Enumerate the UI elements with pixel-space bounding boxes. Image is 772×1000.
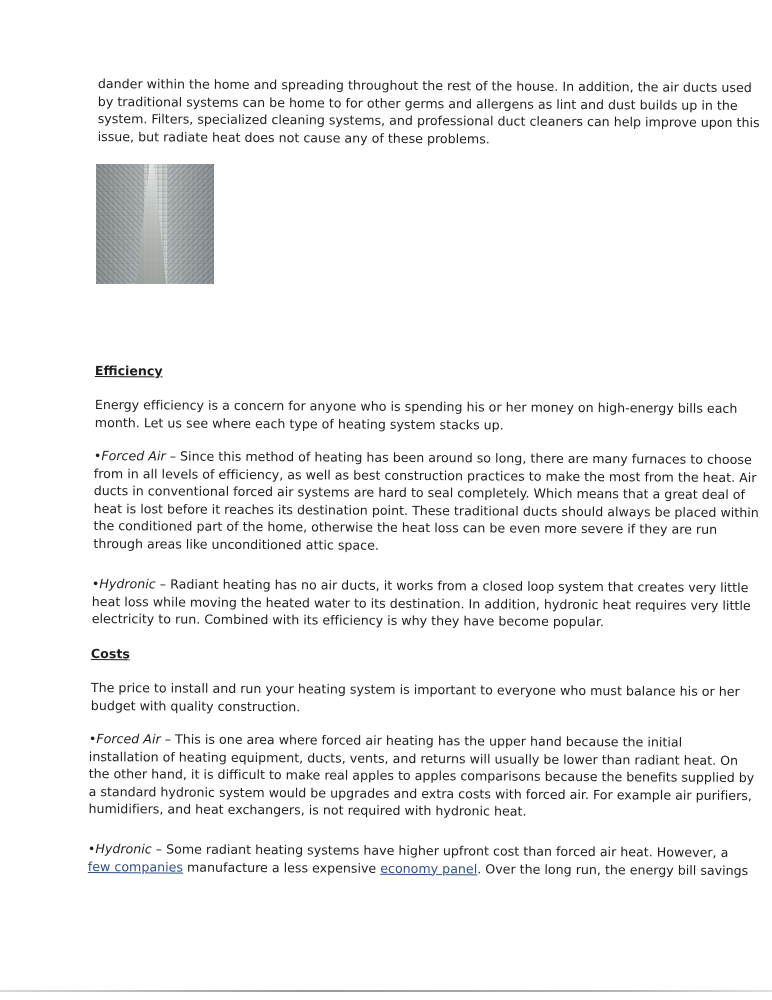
text-line: issue, but radiate heat does not cause any of these problems. [97,128,490,146]
page-bottom-edge [0,990,772,992]
text-line: electricity to run. Combined with its efficiency is why they have become popular. [91,610,605,630]
text-span: – Since this method of heating has been around so long, there are many furnaces to choose [165,448,752,468]
forced-air-label: Forced Air [96,731,161,747]
bullet: • [88,731,97,747]
efficiency-hydronic-paragraph [92,575,751,632]
text-span: – This is one area where forced air heating has the upper hand because the initial [160,731,683,750]
costs-intro-paragraph [91,679,740,718]
economy-panel-link[interactable]: economy panel [380,860,478,876]
text-line: month. Let us see where each type of heating system stacks up. [94,414,504,432]
hydronic-label: Hydronic [99,576,156,592]
text-line: the other hand, it is difficult to make real apples to apples comparisons because the benefits supplied by [88,765,755,786]
text-line: a standard hydronic system would be upgrades and extra costs with forced air. For example air purifiers, [88,783,752,803]
text-line: Energy efficiency is a concern for anyone who is spending his or her money on high-energy bills each [94,396,738,416]
text-line: budget with quality construction. [90,697,301,714]
text-line: heat is lost before it reaches its destination point. These traditional ducts should always be placed within [93,500,759,520]
costs-heading: Costs [90,646,130,662]
photo-left-wall [96,164,144,284]
text-span: – Some radiant heating systems have higher upfront cost than forced air heat. However, a [151,841,729,860]
efficiency-heading: Efficiency [94,363,163,379]
bullet: • [91,576,100,592]
text-line: by traditional systems can be home to for other germs and allergens as lint and dust builds up in the [97,93,738,113]
hydronic-label: Hydronic [95,841,152,857]
efficiency-forced-air-paragraph [93,447,759,556]
passage-photo [96,164,214,284]
text-line: heat loss while moving the heated water to its destination. In addition, hydronic heat requires very little [91,593,751,613]
intro-paragraph [98,75,760,149]
text-line: installation of heating equipment, ducts, vents, and returns will usually be lower than radiant heat. On [88,748,739,768]
text-line: the conditioned part of the home, otherwise the heat loss can be even more severe if they are run [93,517,718,537]
text-line: system. Filters, specialized cleaning systems, and professional duct cleaners can help improve upon this [97,110,760,131]
text-line: humidifiers, and heat exchangers, is not required with hydronic heat. [88,800,527,819]
text-line: dander within the home and spreading throughout the rest of the house. In addition, the air ducts used [97,75,752,95]
efficiency-intro-paragraph [95,396,738,435]
text-line: from in all levels of efficiency, as well as best construction practices to make the most from the heat. Air [93,465,757,485]
text-line: The price to install and run your heating system is important to everyone who must balance his or her [90,680,740,699]
text-line: ducts in conventional forced air systems are hard to seal completely. Which means that a great deal of [93,482,746,502]
few-companies-link[interactable]: few companies [87,858,184,875]
photo-right-wall [168,164,214,284]
text-line [88,857,749,879]
bullet: • [93,447,102,464]
text-line: through areas like unconditioned attic space. [93,535,380,553]
text-span: – Radiant heating has no air ducts, it works from a closed loop system that creates very little [155,576,749,596]
bullet: • [87,841,96,857]
costs-forced-air-paragraph [88,730,754,822]
costs-hydronic-paragraph [88,840,749,879]
forced-air-label: Forced Air [101,448,166,464]
text-span: manufacture a less expensive [182,859,381,876]
text-span: . Over the long run, the energy bill savings [477,860,749,878]
